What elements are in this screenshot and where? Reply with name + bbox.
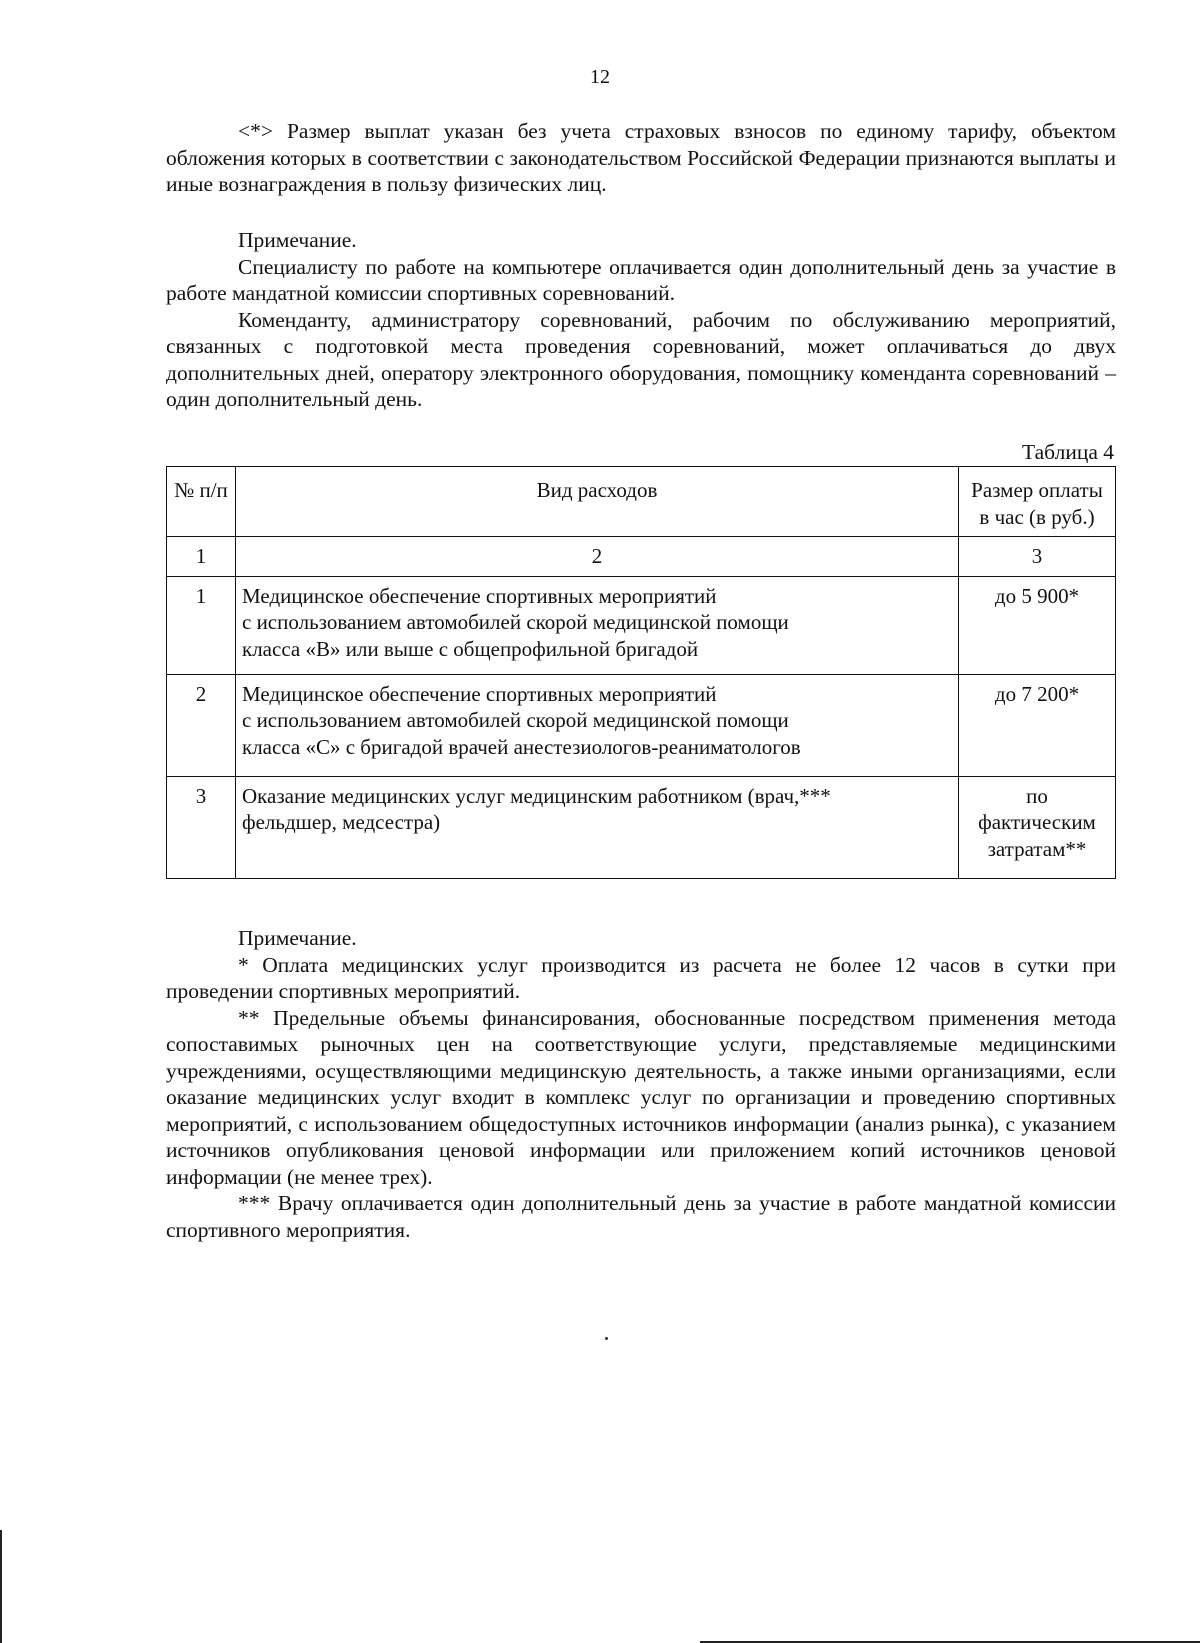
table-caption: Таблица 4	[1022, 440, 1114, 464]
row-desc-line: с использованием автомобилей скорой медицинской помощи	[242, 708, 789, 732]
note-title: Примечание.	[238, 228, 357, 252]
row-desc	[236, 776, 959, 878]
table-index-row	[167, 537, 1116, 577]
note-paragraph-1: Специалисту по работе на компьютере оплачивается один дополнительный день за участие в работе мандатной комиссии спортивных соревнований.	[166, 254, 1116, 305]
table-row	[167, 576, 1116, 674]
bottom-note-paragraph-1: * Оплата медицинских услуг производится из расчета не более 12 часов в сутки при проведении спортивных мероприятий.	[166, 952, 1116, 1003]
row-rate: до 5 900*	[959, 576, 1116, 674]
footnote-block	[166, 118, 1116, 198]
table-row	[167, 674, 1116, 776]
row-desc-line: с использованием автомобилей скорой медицинской помощи	[242, 610, 789, 634]
table-header-row	[167, 467, 1116, 537]
index-cell-1: 1	[167, 537, 236, 577]
header-rate: Размер оплаты в час (в руб.)	[959, 467, 1116, 537]
table-row	[167, 776, 1116, 878]
row-desc-line: класса «С» с бригадой врачей анестезиологов-реаниматологов	[242, 734, 801, 759]
row-rate: по фактическим затратам**	[959, 776, 1116, 878]
row-desc	[236, 674, 959, 776]
note-paragraph-2: Коменданту, администратору соревнований, рабочим по обслуживанию мероприятий, связанных с подготовкой места проведения соревнований, может оплачиваться до двух дополнительных дней, оператору электронного оборудования, помощнику коменданта соревнований – один дополнительный день.	[166, 307, 1116, 411]
row-num: 2	[167, 674, 236, 776]
row-desc-line: Медицинское обеспечение спортивных мероприятий	[242, 681, 717, 706]
bottom-note-title: Примечание.	[238, 926, 357, 950]
header-desc: Вид расходов	[236, 467, 959, 537]
header-num: № п/п	[167, 467, 236, 537]
bottom-note-paragraph-2: ** Предельные объемы финансирования, обоснованные посредством применения метода сопоставимых рыночных цен на соответствующие услуги, представляемые медицинскими учреждениями, осуществляющими медицинскую деятельность, а также иными организациями, если оказание медицинских услуг входит в комплекс услуг по организации и проведению спортивных мероприятий, с использованием общедоступных источников информации (анализ рынка), с указанием источников опубликования ценовой информации или приложением копий источников ценовой информации (не менее трех).	[166, 1005, 1116, 1189]
footnote-text: <*> Размер выплат указан без учета страховых взносов по единому тарифу, объектом обложения которых в соответствии с законодательством Российской Федерации признаются выплаты и иные вознаграждения в пользу физических лиц.	[166, 119, 1116, 196]
bottom-note-block	[166, 925, 1116, 1243]
scan-edge-left	[0, 1530, 2, 1643]
row-desc-line: класса «В» или выше с общепрофильной бригадой	[242, 636, 699, 661]
row-desc	[236, 576, 959, 674]
scan-speck	[605, 1337, 608, 1340]
bottom-note-paragraph-3: *** Врачу оплачивается один дополнительный день за участие в работе мандатной комиссии спортивного мероприятия.	[166, 1191, 1116, 1242]
row-desc-line: Медицинское обеспечение спортивных мероприятий	[242, 583, 717, 608]
expenses-table	[166, 466, 1116, 879]
row-desc-line: Оказание медицинских услуг медицинским работником (врач,***	[242, 783, 831, 808]
note-block	[166, 227, 1116, 413]
row-rate: до 7 200*	[959, 674, 1116, 776]
index-cell-3: 3	[959, 537, 1116, 577]
row-num: 1	[167, 576, 236, 674]
row-desc-line: фельдшер, медсестра)	[242, 810, 441, 834]
page-number: 12	[590, 66, 610, 88]
row-num: 3	[167, 776, 236, 878]
index-cell-2: 2	[236, 537, 959, 577]
